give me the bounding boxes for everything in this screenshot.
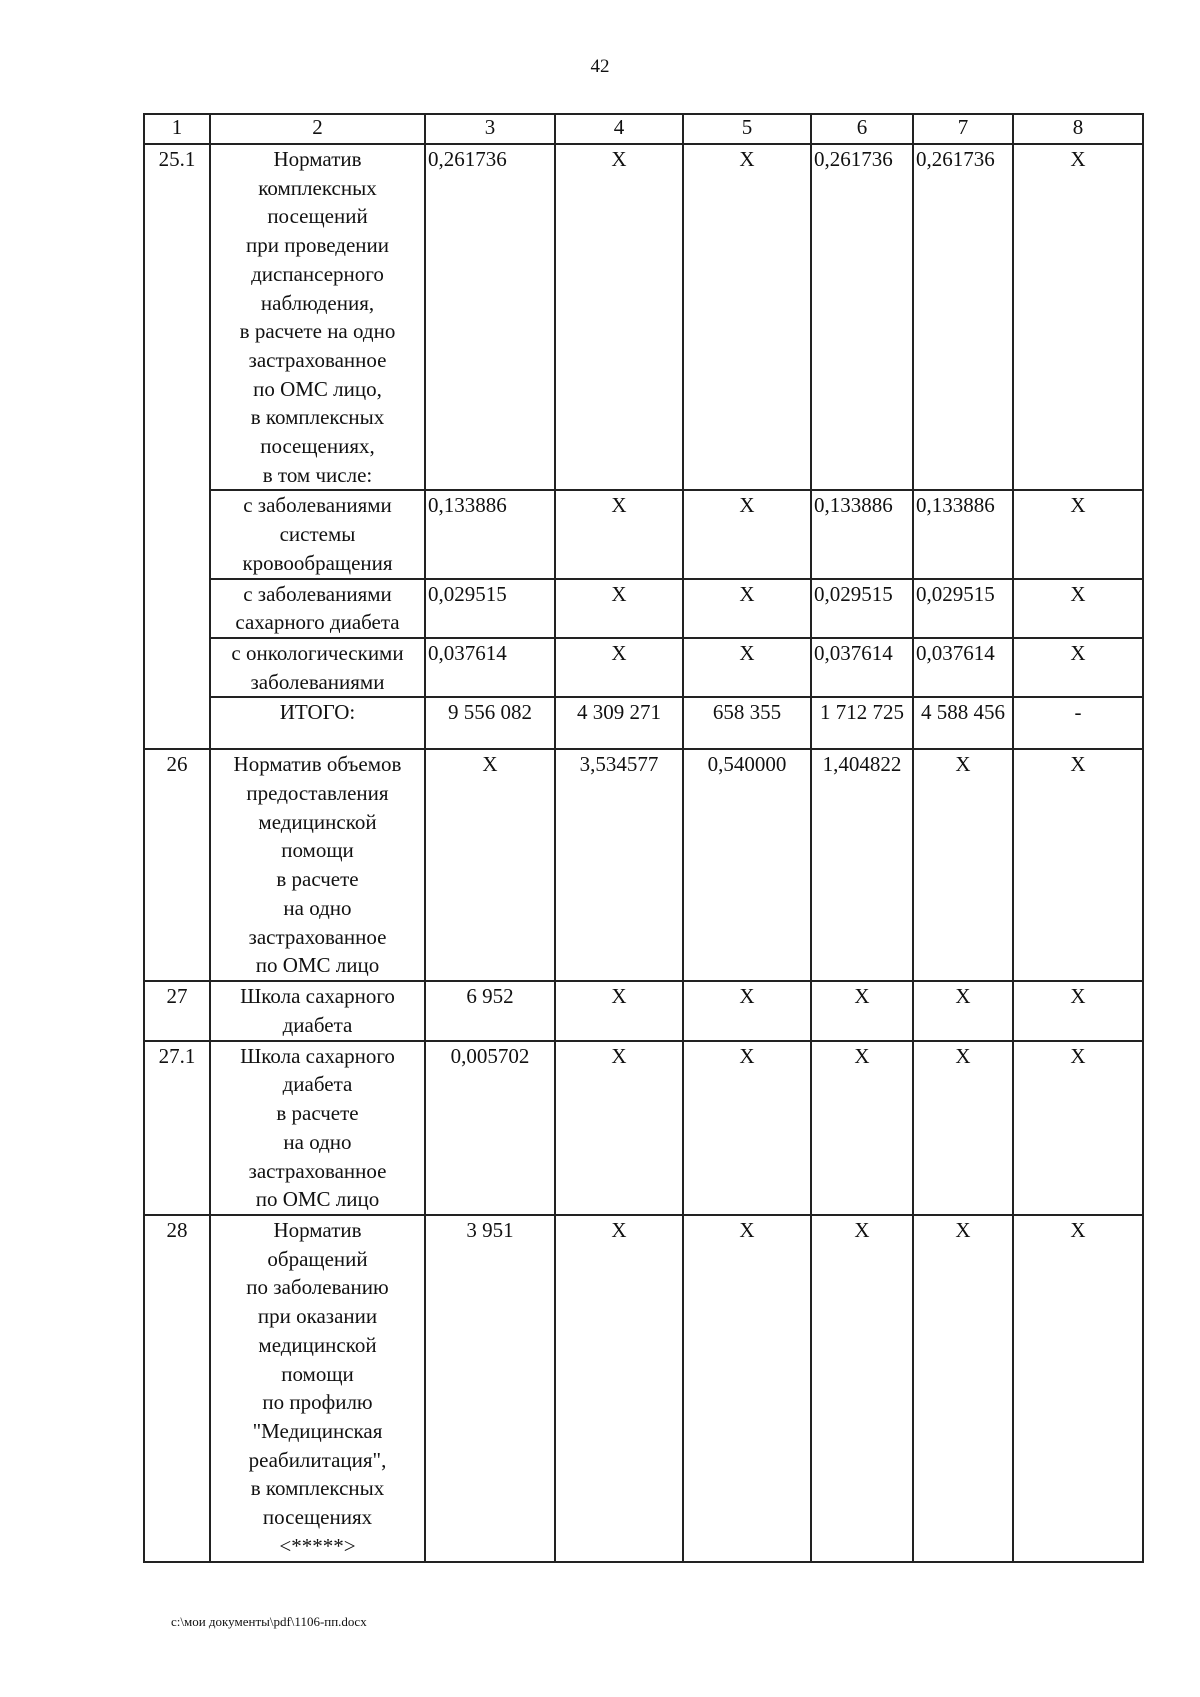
row-id: 26: [144, 749, 210, 981]
value-cell: -: [1013, 697, 1143, 749]
row-id: 25.1: [144, 144, 210, 749]
table-row: [144, 144, 1143, 490]
table-row: [144, 490, 1143, 578]
value-cell: Х: [683, 638, 811, 697]
header-cell: 4: [555, 114, 683, 144]
value-cell: Х: [555, 490, 683, 578]
value-cell: 0,037614: [811, 638, 913, 697]
value-cell: Х: [1013, 981, 1143, 1040]
value-cell: Х: [913, 749, 1013, 981]
value-cell: 9 556 082: [425, 697, 555, 749]
value-cell: Х: [555, 981, 683, 1040]
value-cell: 0,133886: [913, 490, 1013, 578]
value-cell: 0,261736: [913, 144, 1013, 490]
table-row: [144, 1041, 1143, 1215]
value-cell: Х: [1013, 579, 1143, 638]
value-cell: Х: [555, 144, 683, 490]
table-row: [144, 638, 1143, 697]
table-row: [144, 1215, 1143, 1562]
row-name: Норматив обращений по заболеванию при оказании медицинской помощи по профилю "Медицинская реабилитация", в комплексных посещениях <*****>: [210, 1215, 425, 1562]
value-cell: Х: [913, 1215, 1013, 1562]
value-cell: 4 309 271: [555, 697, 683, 749]
value-cell: 0,540000: [683, 749, 811, 981]
footer-file-path: c:\мои документы\pdf\1106-пп.docx: [171, 1614, 367, 1629]
value-cell: 0,037614: [425, 638, 555, 697]
value-cell: Х: [1013, 490, 1143, 578]
value-cell: 0,005702: [425, 1041, 555, 1215]
table-row: [144, 981, 1143, 1040]
header-cell: 2: [210, 114, 425, 144]
value-cell: 0,037614: [913, 638, 1013, 697]
value-cell: 1,404822: [811, 749, 913, 981]
value-cell: Х: [425, 749, 555, 981]
value-cell: Х: [555, 1041, 683, 1215]
header-cell: 7: [913, 114, 1013, 144]
table-row-total: [144, 697, 1143, 749]
value-cell: Х: [811, 1041, 913, 1215]
value-cell: 1 712 725: [811, 697, 913, 749]
page-number: 42: [590, 56, 610, 77]
value-cell: Х: [555, 579, 683, 638]
value-cell: Х: [683, 1041, 811, 1215]
row-name: Школа сахарного диабета: [210, 981, 425, 1040]
row-id: 27.1: [144, 1041, 210, 1215]
table-header-row: [144, 114, 1143, 144]
row-name: Норматив объемов предоставления медицинской помощи в расчете на одно застрахованное по ОМС лицо: [210, 749, 425, 981]
row-name: Школа сахарного диабета в расчете на одно застрахованное по ОМС лицо: [210, 1041, 425, 1215]
header-cell: 3: [425, 114, 555, 144]
value-cell: Х: [1013, 144, 1143, 490]
row-name: с заболеваниями сахарного диабета: [210, 579, 425, 638]
value-cell: 0,029515: [913, 579, 1013, 638]
value-cell: 3 951: [425, 1215, 555, 1562]
data-table: [143, 113, 1144, 1563]
value-cell: 0,261736: [811, 144, 913, 490]
value-cell: 3,534577: [555, 749, 683, 981]
value-cell: Х: [683, 1215, 811, 1562]
table-row: [144, 749, 1143, 981]
value-cell: Х: [555, 1215, 683, 1562]
value-cell: 658 355: [683, 697, 811, 749]
value-cell: Х: [811, 1215, 913, 1562]
value-cell: Х: [555, 638, 683, 697]
value-cell: Х: [913, 981, 1013, 1040]
row-id: 28: [144, 1215, 210, 1562]
value-cell: Х: [1013, 1041, 1143, 1215]
row-name: Норматив комплексных посещений при проведении диспансерного наблюдения, в расчете на одно застрахованное по ОМС лицо, в комплексных посещениях, в том числе:: [210, 144, 425, 490]
table-row: [144, 579, 1143, 638]
value-cell: Х: [1013, 749, 1143, 981]
value-cell: Х: [683, 579, 811, 638]
row-name: с онкологическими заболеваниями: [210, 638, 425, 697]
header-cell: 6: [811, 114, 913, 144]
value-cell: 4 588 456: [913, 697, 1013, 749]
header-cell: 1: [144, 114, 210, 144]
value-cell: 0,133886: [425, 490, 555, 578]
header-cell: 8: [1013, 114, 1143, 144]
value-cell: Х: [811, 981, 913, 1040]
row-name: с заболеваниями системы кровообращения: [210, 490, 425, 578]
value-cell: Х: [1013, 638, 1143, 697]
value-cell: 0,029515: [811, 579, 913, 638]
value-cell: 6 952: [425, 981, 555, 1040]
value-cell: Х: [683, 981, 811, 1040]
value-cell: Х: [683, 490, 811, 578]
row-id: 27: [144, 981, 210, 1040]
row-name: ИТОГО:: [210, 697, 425, 749]
value-cell: Х: [1013, 1215, 1143, 1562]
header-cell: 5: [683, 114, 811, 144]
value-cell: Х: [683, 144, 811, 490]
value-cell: 0,029515: [425, 579, 555, 638]
value-cell: 0,261736: [425, 144, 555, 490]
value-cell: 0,133886: [811, 490, 913, 578]
value-cell: Х: [913, 1041, 1013, 1215]
